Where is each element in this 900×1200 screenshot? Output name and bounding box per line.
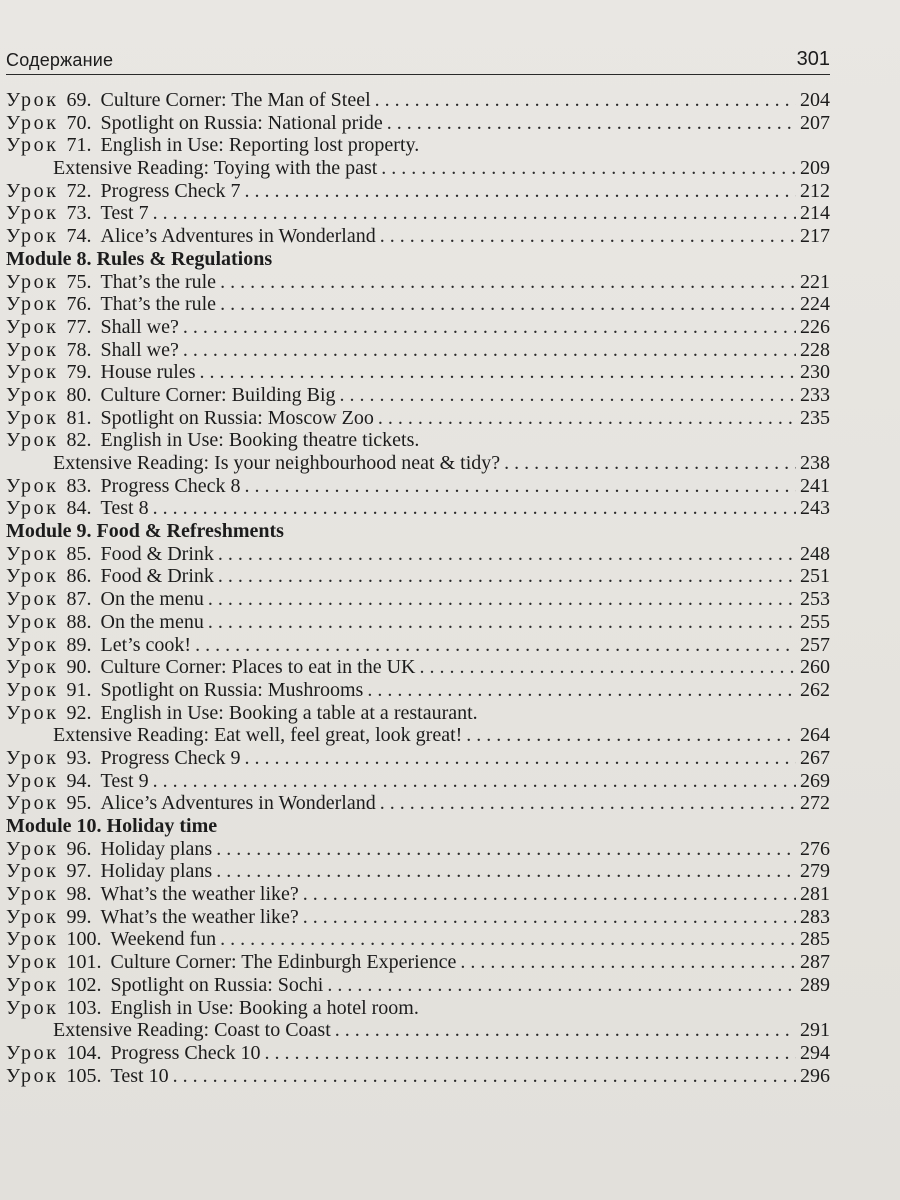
lesson-number: 92. xyxy=(66,701,92,724)
lesson-number: 100. xyxy=(66,928,102,951)
lesson-label: Урок xyxy=(6,315,59,338)
toc-entry xyxy=(6,838,830,861)
lesson-label: Урок xyxy=(6,134,59,157)
lesson-title: Progress Check 7 xyxy=(100,179,241,202)
lesson-title: Food & Drink xyxy=(100,565,214,588)
lesson-number: 86. xyxy=(66,565,92,588)
dot-leader xyxy=(367,679,796,702)
lesson-label: Урок xyxy=(6,202,59,225)
dot-leader xyxy=(419,656,796,679)
lesson-label: Урок xyxy=(6,89,59,111)
lesson-title: Food & Drink xyxy=(100,542,214,565)
lesson-number: 104. xyxy=(66,1041,102,1064)
lesson-number: 69. xyxy=(66,89,92,111)
page-ref: 272 xyxy=(800,792,830,815)
toc-entry xyxy=(6,384,830,407)
lesson-title: English in Use: Booking theatre tickets. xyxy=(100,429,420,452)
lesson-number: 99. xyxy=(66,905,92,928)
lesson-number: 101. xyxy=(66,951,102,974)
toc-entry xyxy=(6,974,830,997)
toc-entry xyxy=(6,883,830,906)
lesson-title: What’s the weather like? xyxy=(100,905,299,928)
page-ref: 260 xyxy=(800,656,830,679)
dot-leader xyxy=(340,384,796,407)
page-ref: 264 xyxy=(800,724,830,747)
toc-entry-continuation xyxy=(6,452,830,475)
lesson-label: Урок xyxy=(6,361,59,384)
page-ref: 283 xyxy=(800,905,830,928)
toc-entry xyxy=(6,906,830,929)
lesson-title: On the menu xyxy=(100,610,204,633)
page-ref: 281 xyxy=(800,883,830,906)
page-ref: 257 xyxy=(800,633,830,656)
lesson-label: Урок xyxy=(6,474,59,497)
lesson-label: Урок xyxy=(6,1041,59,1064)
dot-leader xyxy=(378,407,796,430)
toc-entry xyxy=(6,928,830,951)
lesson-number: 83. xyxy=(66,474,92,497)
lesson-number: 79. xyxy=(66,361,92,384)
lesson-label: Урок xyxy=(6,406,59,429)
lesson-title: Holiday plans xyxy=(100,860,213,883)
dot-leader xyxy=(381,157,796,180)
dot-leader xyxy=(245,475,796,498)
lesson-number: 102. xyxy=(66,973,102,996)
lesson-label: Урок xyxy=(6,1064,59,1087)
lesson-number: 80. xyxy=(66,383,92,406)
module-heading xyxy=(6,815,830,838)
page-ref: 233 xyxy=(800,383,830,406)
toc-entry xyxy=(6,634,830,657)
page-ref: 243 xyxy=(800,497,830,520)
toc-entry xyxy=(6,429,830,452)
lesson-number: 89. xyxy=(66,633,92,656)
page-ref: 209 xyxy=(800,157,830,180)
dot-leader xyxy=(245,180,796,203)
dot-leader xyxy=(218,565,796,588)
lesson-label: Урок xyxy=(6,860,59,883)
toc-entry xyxy=(6,543,830,566)
lesson-number: 71. xyxy=(66,134,92,157)
toc-entry xyxy=(6,997,830,1020)
page-ref: 253 xyxy=(800,588,830,611)
dot-leader xyxy=(153,202,796,225)
lesson-title: Shall we? xyxy=(100,338,179,361)
dot-leader xyxy=(327,974,796,997)
lesson-number: 91. xyxy=(66,678,92,701)
dot-leader xyxy=(200,361,796,384)
lesson-number: 75. xyxy=(66,270,92,293)
page-ref: 294 xyxy=(800,1041,830,1064)
toc-entry xyxy=(6,860,830,883)
lesson-title: Let’s cook! xyxy=(100,633,192,656)
toc-entry xyxy=(6,588,830,611)
lesson-title: Extensive Reading: Toying with the past xyxy=(53,157,378,180)
toc-entry xyxy=(6,293,830,316)
page-ref: 296 xyxy=(800,1064,830,1087)
dot-leader xyxy=(183,339,796,362)
lesson-label: Урок xyxy=(6,497,59,520)
dot-leader xyxy=(245,747,796,770)
lesson-title: Spotlight on Russia: Mushrooms xyxy=(100,678,364,701)
page-ref: 207 xyxy=(800,111,830,134)
lesson-label: Урок xyxy=(6,383,59,406)
lesson-title: Spotlight on Russia: Sochi xyxy=(110,973,324,996)
dot-leader xyxy=(208,611,796,634)
lesson-title: Progress Check 10 xyxy=(110,1041,261,1064)
lesson-label: Урок xyxy=(6,633,59,656)
lesson-label: Урок xyxy=(6,928,59,951)
dot-leader xyxy=(387,112,796,135)
lesson-label: Урок xyxy=(6,565,59,588)
page-ref: 291 xyxy=(800,1019,830,1042)
dot-leader xyxy=(220,928,796,951)
page-ref: 285 xyxy=(800,928,830,951)
dot-leader xyxy=(466,724,796,747)
lesson-number: 77. xyxy=(66,315,92,338)
lesson-title: Test 9 xyxy=(100,769,149,792)
lesson-number: 73. xyxy=(66,202,92,225)
page-ref: 269 xyxy=(800,769,830,792)
lesson-number: 78. xyxy=(66,338,92,361)
page-ref: 230 xyxy=(800,361,830,384)
dot-leader xyxy=(504,452,796,475)
toc-entry xyxy=(6,89,830,112)
dot-leader xyxy=(335,1019,796,1042)
module-heading xyxy=(6,248,830,271)
lesson-title: Culture Corner: The Edinburgh Experience xyxy=(110,951,457,974)
lesson-label: Урок xyxy=(6,701,59,724)
dot-leader xyxy=(303,906,796,929)
lesson-number: 82. xyxy=(66,429,92,452)
toc-entry xyxy=(6,679,830,702)
toc-entry xyxy=(6,316,830,339)
page-ref: 251 xyxy=(800,565,830,588)
section-title: Содержание xyxy=(6,50,114,70)
dot-leader xyxy=(380,792,796,815)
lesson-title: Test 8 xyxy=(100,497,149,520)
lesson-label: Урок xyxy=(6,883,59,906)
page-ref: 226 xyxy=(800,315,830,338)
dot-leader xyxy=(183,316,796,339)
lesson-title: On the menu xyxy=(100,588,204,611)
lesson-number: 76. xyxy=(66,293,92,316)
toc-entry xyxy=(6,747,830,770)
lesson-label: Урок xyxy=(6,656,59,679)
dot-leader xyxy=(460,951,796,974)
lesson-number: 84. xyxy=(66,497,92,520)
toc-entry xyxy=(6,134,830,157)
lesson-title: Extensive Reading: Is your neighbourhood neat & tidy? xyxy=(53,452,501,474)
toc-entry-continuation xyxy=(6,1019,830,1042)
lesson-title: Alice’s Adventures in Wonderland xyxy=(100,792,376,815)
lesson-title: Holiday plans xyxy=(100,837,213,860)
page-ref: 214 xyxy=(800,202,830,225)
dot-leader xyxy=(153,770,796,793)
page-ref: 221 xyxy=(800,270,830,293)
toc-entry xyxy=(6,180,830,203)
dot-leader xyxy=(375,89,796,112)
lesson-label: Урок xyxy=(6,996,59,1019)
lesson-label: Урок xyxy=(6,610,59,633)
page-ref: 228 xyxy=(800,338,830,361)
toc-entry xyxy=(6,339,830,362)
page-ref: 241 xyxy=(800,474,830,497)
page-ref: 235 xyxy=(800,406,830,429)
page-ref: 279 xyxy=(800,860,830,883)
lesson-label: Урок xyxy=(6,905,59,928)
lesson-title: Culture Corner: Building Big xyxy=(100,383,336,406)
lesson-label: Урок xyxy=(6,179,59,202)
lesson-number: 90. xyxy=(66,656,92,679)
dot-leader xyxy=(220,293,796,316)
toc-entry xyxy=(6,951,830,974)
lesson-title: Progress Check 8 xyxy=(100,474,241,497)
lesson-number: 88. xyxy=(66,610,92,633)
toc-entry xyxy=(6,1065,830,1088)
toc-entry xyxy=(6,112,830,135)
lesson-title: English in Use: Reporting lost property. xyxy=(100,134,420,157)
page-ref: 262 xyxy=(800,678,830,701)
lesson-title: English in Use: Booking a table at a restaurant. xyxy=(100,701,478,724)
lesson-title: That’s the rule xyxy=(100,270,217,293)
toc-entry xyxy=(6,656,830,679)
lesson-label: Урок xyxy=(6,225,59,248)
lesson-number: 81. xyxy=(66,406,92,429)
lesson-label: Урок xyxy=(6,588,59,611)
dot-leader xyxy=(153,497,796,520)
lesson-title: Test 7 xyxy=(100,202,149,225)
lesson-label: Урок xyxy=(6,429,59,452)
running-head xyxy=(6,48,830,75)
page-ref: 212 xyxy=(800,179,830,202)
lesson-number: 97. xyxy=(66,860,92,883)
page-ref: 276 xyxy=(800,837,830,860)
lesson-title: Culture Corner: Places to eat in the UK xyxy=(100,656,416,679)
page-ref: 238 xyxy=(800,452,830,474)
lesson-title: Extensive Reading: Eat well, feel great, look great! xyxy=(53,724,463,747)
toc-entry xyxy=(6,202,830,225)
dot-leader xyxy=(218,543,796,566)
lesson-title: What’s the weather like? xyxy=(100,883,299,906)
toc-entry xyxy=(6,1042,830,1065)
toc-entry xyxy=(6,770,830,793)
module-title: Module 9. Food & Refreshments xyxy=(6,520,284,543)
dot-leader xyxy=(195,634,796,657)
dot-leader xyxy=(220,271,796,294)
lesson-label: Урок xyxy=(6,338,59,361)
lesson-number: 87. xyxy=(66,588,92,611)
lesson-title: Extensive Reading: Coast to Coast xyxy=(53,1019,331,1042)
lesson-label: Урок xyxy=(6,837,59,860)
dot-leader xyxy=(173,1065,796,1088)
lesson-title: Test 10 xyxy=(110,1064,169,1087)
lesson-label: Урок xyxy=(6,270,59,293)
lesson-label: Урок xyxy=(6,792,59,815)
toc-entry xyxy=(6,792,830,815)
toc-entry xyxy=(6,565,830,588)
dot-leader xyxy=(216,860,796,883)
lesson-title: Spotlight on Russia: Moscow Zoo xyxy=(100,406,374,429)
module-title: Module 8. Rules & Regulations xyxy=(6,247,273,270)
lesson-label: Урок xyxy=(6,678,59,701)
toc-entry xyxy=(6,407,830,430)
dot-leader xyxy=(265,1042,796,1065)
lesson-title: House rules xyxy=(100,361,196,384)
page-ref: 255 xyxy=(800,610,830,633)
page-ref: 217 xyxy=(800,225,830,248)
lesson-number: 94. xyxy=(66,769,92,792)
toc-entry-continuation xyxy=(6,157,830,180)
lesson-number: 85. xyxy=(66,542,92,565)
lesson-number: 95. xyxy=(66,792,92,815)
lesson-number: 96. xyxy=(66,837,92,860)
lesson-number: 98. xyxy=(66,883,92,906)
lesson-title: Spotlight on Russia: National pride xyxy=(100,111,383,134)
lesson-label: Урок xyxy=(6,293,59,316)
lesson-label: Урок xyxy=(6,542,59,565)
lesson-number: 93. xyxy=(66,746,92,769)
lesson-number: 105. xyxy=(66,1064,102,1087)
lesson-title: Progress Check 9 xyxy=(100,746,241,769)
page-ref: 287 xyxy=(800,951,830,974)
toc-entry xyxy=(6,611,830,634)
toc-entry-continuation xyxy=(6,724,830,747)
page-ref: 267 xyxy=(800,746,830,769)
lesson-title: Shall we? xyxy=(100,315,179,338)
page-ref: 204 xyxy=(800,89,830,111)
lesson-number: 70. xyxy=(66,111,92,134)
lesson-number: 74. xyxy=(66,225,92,248)
page-ref: 224 xyxy=(800,293,830,316)
lesson-title: Alice’s Adventures in Wonderland xyxy=(100,225,376,248)
lesson-title: That’s the rule xyxy=(100,293,217,316)
toc-entry xyxy=(6,271,830,294)
module-heading xyxy=(6,520,830,543)
toc-entry xyxy=(6,225,830,248)
toc-entry xyxy=(6,475,830,498)
dot-leader xyxy=(303,883,796,906)
toc-entry xyxy=(6,702,830,725)
lesson-label: Урок xyxy=(6,951,59,974)
toc-entry xyxy=(6,497,830,520)
lesson-number: 103. xyxy=(66,996,102,1019)
lesson-number: 72. xyxy=(66,179,92,202)
lesson-label: Урок xyxy=(6,973,59,996)
page-ref: 289 xyxy=(800,973,830,996)
dot-leader xyxy=(208,588,796,611)
lesson-title: Weekend fun xyxy=(110,928,217,951)
lesson-label: Урок xyxy=(6,769,59,792)
lesson-label: Урок xyxy=(6,746,59,769)
page-number: 301 xyxy=(796,48,830,70)
lesson-label: Урок xyxy=(6,111,59,134)
lesson-title: English in Use: Booking a hotel room. xyxy=(110,996,419,1019)
module-title: Module 10. Holiday time xyxy=(6,815,218,837)
table-of-contents xyxy=(6,89,830,1087)
toc-entry xyxy=(6,361,830,384)
dot-leader xyxy=(216,838,796,861)
lesson-title: Culture Corner: The Man of Steel xyxy=(100,89,371,111)
dot-leader xyxy=(380,225,796,248)
page-ref: 248 xyxy=(800,542,830,565)
